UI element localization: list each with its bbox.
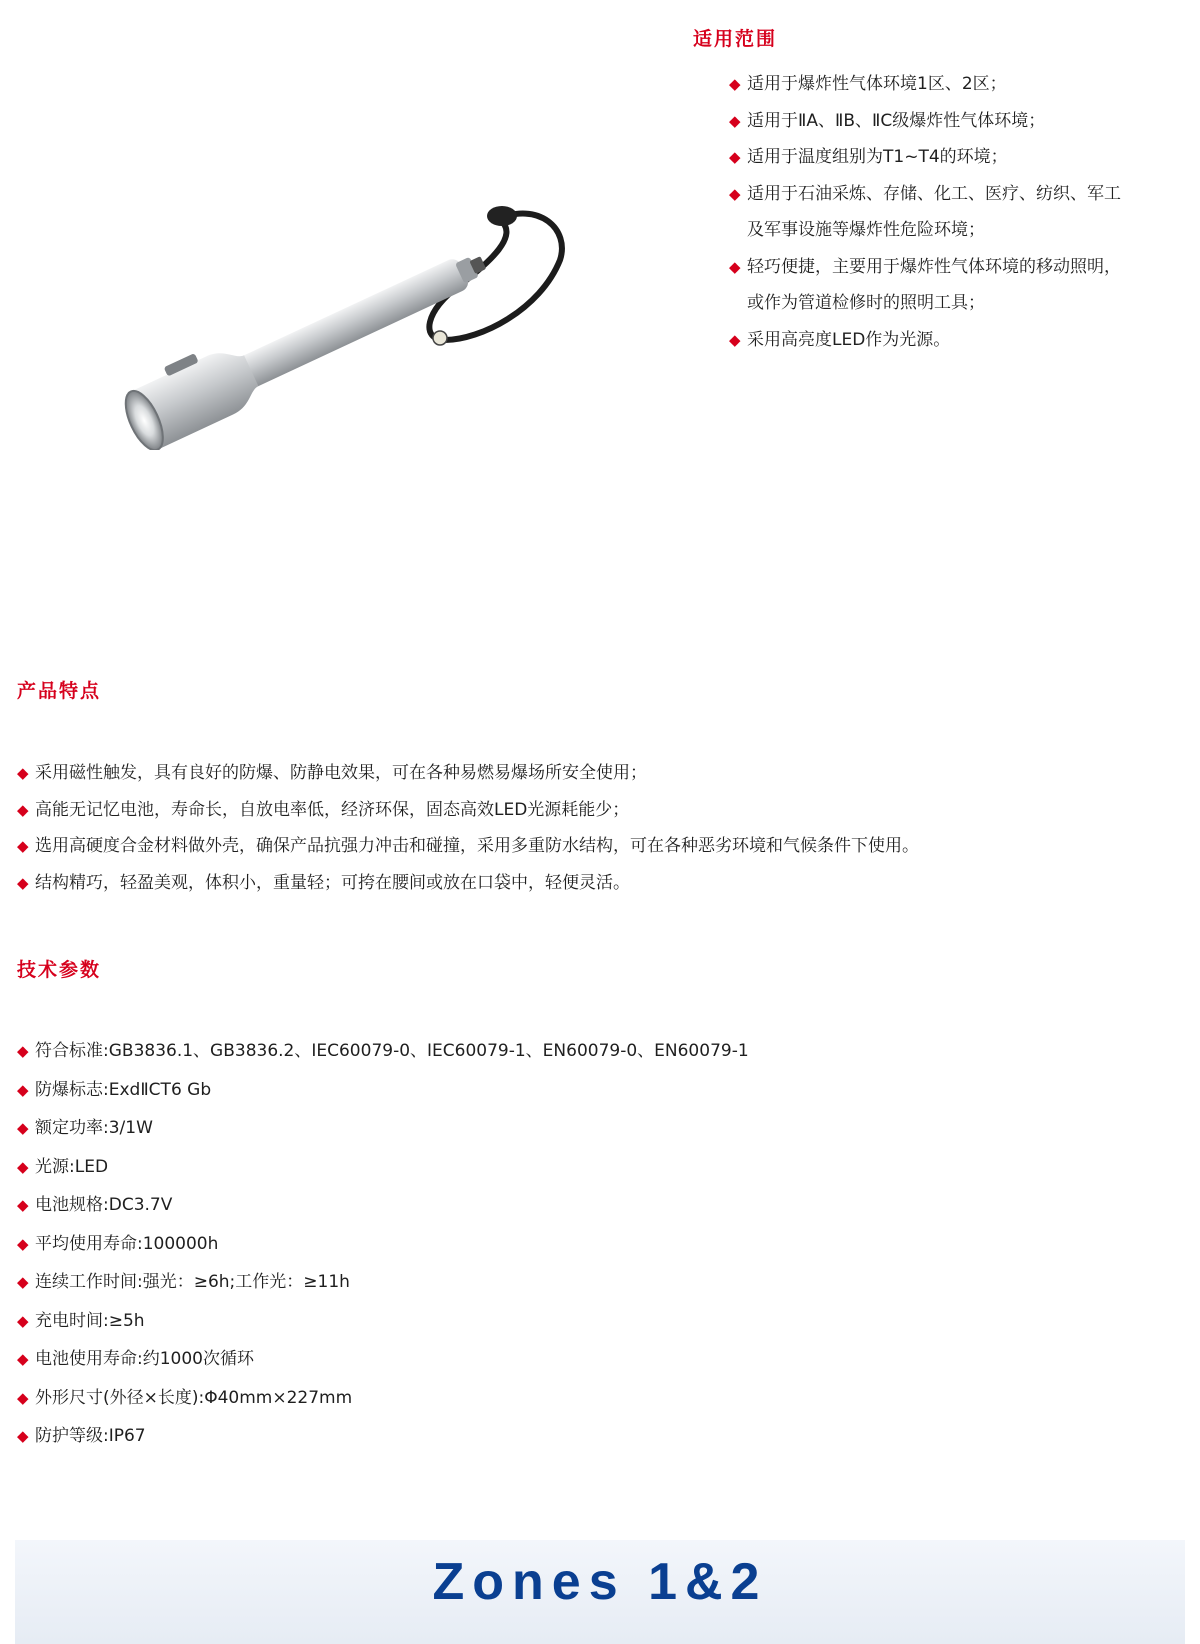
param-item: ◆ 外形尺寸(外径×长度):Φ40mm×227mm	[17, 1379, 749, 1418]
diamond-bullet-icon: ◆	[17, 1273, 29, 1291]
scope-item: ◆ 适用于石油采炼、存储、化工、医疗、纺织、军工	[729, 176, 1121, 213]
diamond-bullet-icon: ◆	[17, 800, 29, 819]
param-item: ◆ 平均使用寿命:100000h	[17, 1225, 749, 1264]
diamond-bullet-icon: ◆	[17, 1157, 29, 1176]
diamond-bullet-icon: ◆	[17, 1119, 29, 1137]
feature-item: ◆ 结构精巧，轻盈美观，体积小，重量轻；可挎在腰间或放在口袋中，轻便灵活。	[17, 865, 919, 902]
scope-item: ◆ 适用于温度组别为T1~T4的环境；	[729, 139, 1121, 176]
scope-list	[729, 66, 1121, 358]
param-item: ◆ 连续工作时间:强光：≥6h;工作光：≥11h	[17, 1263, 749, 1302]
diamond-bullet-icon: ◆	[17, 1311, 29, 1330]
diamond-bullet-icon: ◆	[17, 1080, 29, 1099]
param-item: ◆ 额定功率:3/1W	[17, 1109, 749, 1148]
param-item: ◆ 电池规格:DC3.7V	[17, 1186, 749, 1225]
param-item: ◆ 符合标准:GB3836.1、GB3836.2、IEC60079-0、IEC60079-1、EN60079-0、EN60079-1	[17, 1032, 749, 1071]
diamond-bullet-icon: ◆	[17, 1350, 29, 1368]
scope-item: ◆ 轻巧便捷，主要用于爆炸性气体环境的移动照明，	[729, 249, 1121, 286]
feature-item: ◆ 选用高硬度合金材料做外壳，确保产品抗强力冲击和碰撞，采用多重防水结构，可在各种恶劣环境和气候条件下使用。	[17, 828, 919, 865]
diamond-bullet-icon: ◆	[729, 75, 741, 93]
diamond-bullet-icon: ◆	[17, 1234, 29, 1253]
feature-item: ◆ 采用磁性触发，具有良好的防爆、防静电效果，可在各种易燃易爆场所安全使用；	[17, 755, 919, 792]
scope-item: ◆ 适用于ⅡA、ⅡB、ⅡC级爆炸性气体环境；	[729, 103, 1121, 140]
diamond-bullet-icon: ◆	[17, 873, 29, 892]
zones-banner	[15, 1540, 1185, 1644]
param-item: ◆ 防爆标志:ExdⅡCT6 Gb	[17, 1071, 749, 1110]
flashlight-tube	[235, 256, 471, 390]
param-item: ◆ 防护等级:IP67	[17, 1417, 749, 1456]
diamond-bullet-icon: ◆	[729, 330, 741, 349]
diamond-bullet-icon: ◆	[729, 111, 741, 130]
lanyard-bead	[433, 331, 447, 345]
diamond-bullet-icon: ◆	[17, 837, 29, 855]
diamond-bullet-icon: ◆	[17, 1196, 29, 1214]
zones-banner-text: Zones 1&2	[432, 1553, 768, 1611]
scope-item: ◆ 采用高亮度LED作为光源。	[729, 322, 1121, 359]
features-list	[17, 755, 919, 901]
diamond-bullet-icon: ◆	[17, 1427, 29, 1445]
diamond-bullet-icon: ◆	[729, 184, 741, 203]
diamond-bullet-icon: ◆	[729, 257, 741, 276]
lanyard-knot	[487, 206, 517, 226]
diamond-bullet-icon: ◆	[17, 764, 29, 782]
flashlight-image	[100, 190, 620, 450]
diamond-bullet-icon: ◆	[17, 1388, 29, 1407]
scope-item: ◆ 适用于爆炸性气体环境1区、2区；	[729, 66, 1121, 103]
features-heading: 产品特点	[17, 680, 102, 702]
params-heading: 技术参数	[17, 959, 102, 981]
feature-item: ◆ 高能无记忆电池，寿命长，自放电率低，经济环保，固态高效LED光源耗能少；	[17, 792, 919, 829]
param-item: ◆ 电池使用寿命:约1000次循环	[17, 1340, 749, 1379]
scope-item-continuation: 及军事设施等爆炸性危险环境；	[747, 220, 985, 240]
scope-item-continuation: 或作为管道检修时的照明工具；	[747, 293, 985, 313]
scope-heading: 适用范围	[693, 28, 778, 50]
param-item: ◆ 光源:LED	[17, 1148, 749, 1187]
diamond-bullet-icon: ◆	[729, 148, 741, 166]
param-item: ◆ 充电时间:≥5h	[17, 1302, 749, 1341]
params-list	[17, 1032, 749, 1456]
diamond-bullet-icon: ◆	[17, 1042, 29, 1060]
